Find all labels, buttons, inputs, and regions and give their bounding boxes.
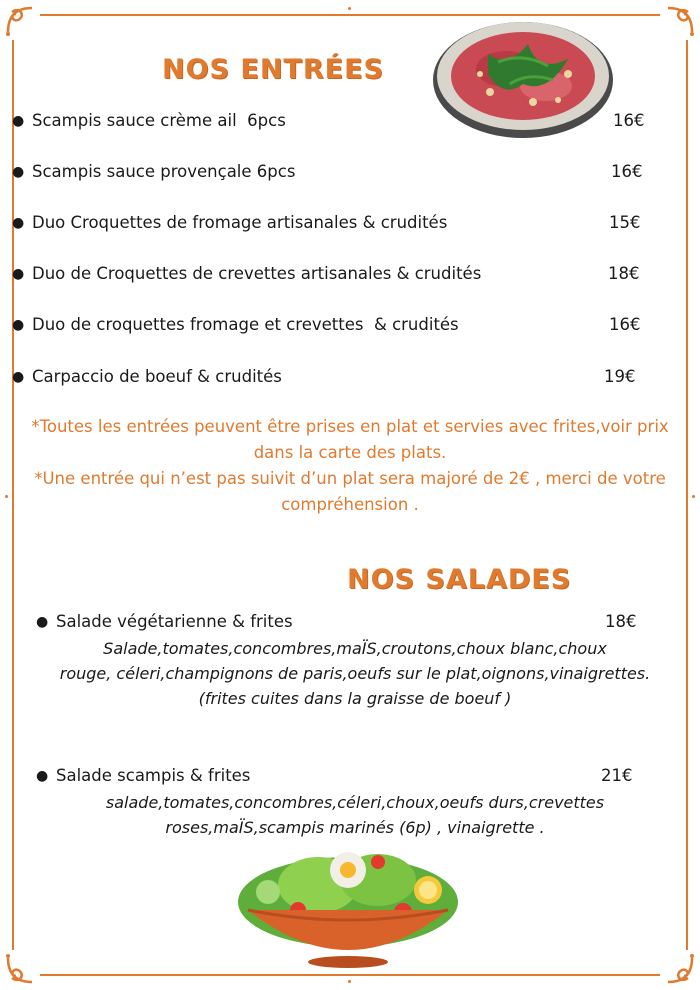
- item-description: rouge, céleri,champignons de paris,oeufs sur le plat,oignons,vinaigrettes.: [59, 664, 651, 683]
- corner-ornament-icon: [662, 952, 698, 988]
- item-name: Salade scampis & frites: [56, 766, 251, 785]
- corner-ornament-icon: [662, 2, 698, 38]
- bullet-icon: ●: [12, 113, 25, 129]
- item-price: 16€: [613, 111, 645, 130]
- salades-title: NOS SALADES: [347, 564, 572, 595]
- entrees-title: NOS ENTRÉES: [162, 54, 384, 85]
- bullet-icon: ●: [36, 614, 49, 630]
- bullet-icon: ●: [12, 215, 25, 231]
- bullet-icon: ●: [12, 266, 25, 282]
- item-price: 16€: [609, 315, 641, 334]
- item-price: 21€: [601, 766, 633, 785]
- entrees-note-line: *Toutes les entrées peuvent être prises en plat et servies avec frites,voir prix: [31, 417, 669, 436]
- menu-item: [36, 764, 656, 788]
- corner-ornament-icon: [2, 952, 38, 988]
- item-description: Salade,tomates,concombres,maÏS,croutons,choux blanc,choux: [103, 639, 607, 658]
- bullet-icon: ●: [12, 164, 25, 180]
- item-name: Duo Croquettes de fromage artisanales & crudités: [32, 213, 448, 232]
- item-name: Duo de croquettes fromage et crevettes & crudités: [32, 315, 459, 334]
- item-name: Scampis sauce crème ail 6pcs: [32, 111, 286, 130]
- entrees-note-line: dans la carte des plats.: [253, 443, 447, 462]
- item-name: Carpaccio de boeuf & crudités: [32, 367, 282, 386]
- item-price: 18€: [608, 264, 640, 283]
- item-price: 19€: [604, 367, 636, 386]
- salad-bowl-illustration: [228, 840, 468, 975]
- menu-item: [12, 313, 652, 337]
- entrees-note-line: *Une entrée qui n’est pas suivit d’un plat sera majoré de 2€ , merci de votre: [34, 469, 666, 488]
- entrees-note-line: compréhension .: [281, 495, 419, 514]
- menu-item: [12, 365, 652, 389]
- frame-dot: [348, 980, 351, 983]
- item-name: Duo de Croquettes de crevettes artisanales & crudités: [32, 264, 482, 283]
- bullet-icon: ●: [36, 768, 49, 784]
- item-name: Scampis sauce provençale 6pcs: [32, 162, 296, 181]
- bullet-icon: ●: [12, 369, 25, 385]
- corner-ornament-icon: [2, 2, 38, 38]
- item-price: 18€: [605, 612, 637, 631]
- item-name: Salade végétarienne & frites: [56, 612, 293, 631]
- bullet-icon: ●: [12, 317, 25, 333]
- menu-item: [12, 109, 652, 133]
- frame-dot: [348, 7, 351, 10]
- menu-item: [36, 610, 656, 634]
- item-description: (frites cuites dans la graisse de boeuf ): [198, 689, 512, 708]
- item-price: 15€: [609, 213, 641, 232]
- item-price: 16€: [611, 162, 643, 181]
- item-description: roses,maÏS,scampis marinés (6p) , vinaigrette .: [165, 818, 545, 837]
- menu-item: [12, 262, 652, 286]
- menu-item: [12, 211, 652, 235]
- menu-item: [12, 160, 652, 184]
- item-description: salade,tomates,concombres,céleri,choux,oeufs durs,crevettes: [105, 793, 605, 812]
